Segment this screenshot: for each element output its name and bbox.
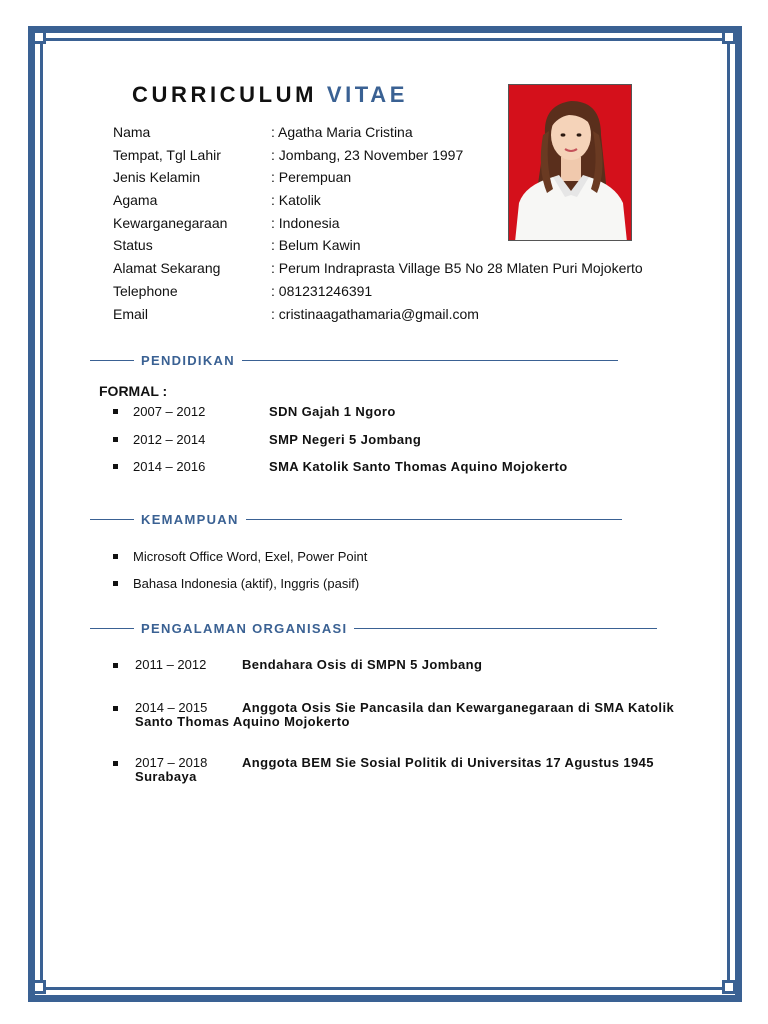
info-label: Status [113,237,153,254]
info-row-birth [113,147,713,170]
bullet-square-icon [113,663,118,668]
border-corner-ornament [32,980,46,994]
education-item [113,405,396,419]
organization-text [135,658,675,672]
divider-line [90,519,134,520]
info-label: Kewarganegaraan [113,214,228,231]
bullet-square-icon [113,464,118,469]
info-label: Agama [113,192,158,209]
info-value: : 081231246391 [271,282,373,299]
organization-text [135,756,675,784]
education-years: 2007 – 2012 [133,404,206,419]
divider-line [90,360,134,361]
divider-line [246,519,622,520]
organization-desc: Anggota Osis Sie Pancasila dan Kewarganegaraan di SMA Katolik Santo Thomas Aquino Mojokerto [135,700,675,729]
info-label: Tempat, Tgl Lahir [113,146,221,163]
organization-years: 2014 – 2015 [135,700,208,715]
organization-years: 2011 – 2012 [135,657,207,672]
document-title [132,82,408,108]
info-value: : Agatha Maria Cristina [271,124,413,140]
info-label: Alamat Sekarang [113,260,221,277]
info-label: Jenis Kelamin [113,169,201,186]
skill-text: Microsoft Office Word, Exel, Power Point [133,549,368,564]
divider-line [90,628,134,629]
formal-label: FORMAL : [99,383,168,399]
info-value: : cristinaagathamaria@gmail.com [271,305,479,322]
section-title: PENDIDIKAN [141,352,235,368]
info-row-email [113,306,713,329]
bullet-square-icon [113,581,118,586]
education-school: SMA Katolik Santo Thomas Aquino Mojokerto [269,459,568,474]
section-title: KEMAMPUAN [141,511,239,527]
info-label: Email [113,305,149,322]
info-value: : Indonesia [271,214,340,231]
education-item [113,433,421,447]
info-row-address [113,260,713,283]
info-row-nationality [113,215,713,238]
section-header-organisasi [90,620,657,636]
organization-desc: Bendahara Osis di SMPN 5 Jombang [242,657,483,672]
bullet-square-icon [113,437,118,442]
bullet-square-icon [113,706,118,711]
divider-line [242,360,618,361]
bullet-square-icon [113,554,118,559]
organization-desc: Anggota BEM Sie Sosial Politik di Universitas 17 Agustus 1945 Surabaya [135,755,654,784]
organization-years: 2017 – 2018 [135,755,208,770]
education-item [113,460,568,474]
section-header-pendidikan [90,352,618,368]
info-label: Telephone [113,282,178,299]
divider-line [354,628,657,629]
skill-item [113,577,359,591]
info-value: : Jombang, 23 November 1997 [271,146,464,163]
border-corner-ornament [722,30,736,44]
education-school: SDN Gajah 1 Ngoro [269,404,396,419]
info-label: Nama [113,124,151,140]
education-school: SMP Negeri 5 Jombang [269,432,422,447]
section-title: PENGALAMAN ORGANISASI [141,620,348,636]
info-row-gender [113,169,713,192]
info-row-status [113,237,713,260]
info-value: : Perum Indraprasta Village B5 No 28 Mlaten Puri Mojokerto [271,260,643,277]
info-value: : Perempuan [271,169,352,186]
section-header-kemampuan [90,511,622,527]
title-word-curriculum: CURRICULUM [132,82,318,107]
border-corner-ornament [32,30,46,44]
info-row-telephone [113,283,713,306]
bullet-square-icon [113,409,118,414]
skill-text: Bahasa Indonesia (aktif), Inggris (pasif) [133,576,360,591]
info-row-religion [113,192,713,215]
skill-item [113,550,367,564]
title-word-vitae: VITAE [326,82,408,107]
education-years: 2012 – 2014 [133,432,206,447]
border-corner-ornament [722,980,736,994]
info-value: : Katolik [271,192,321,209]
education-years: 2014 – 2016 [133,459,206,474]
bullet-square-icon [113,761,118,766]
info-value: : Belum Kawin [271,237,361,254]
info-row-nama [113,124,713,147]
personal-info-list [113,124,713,328]
organization-text [135,701,675,729]
